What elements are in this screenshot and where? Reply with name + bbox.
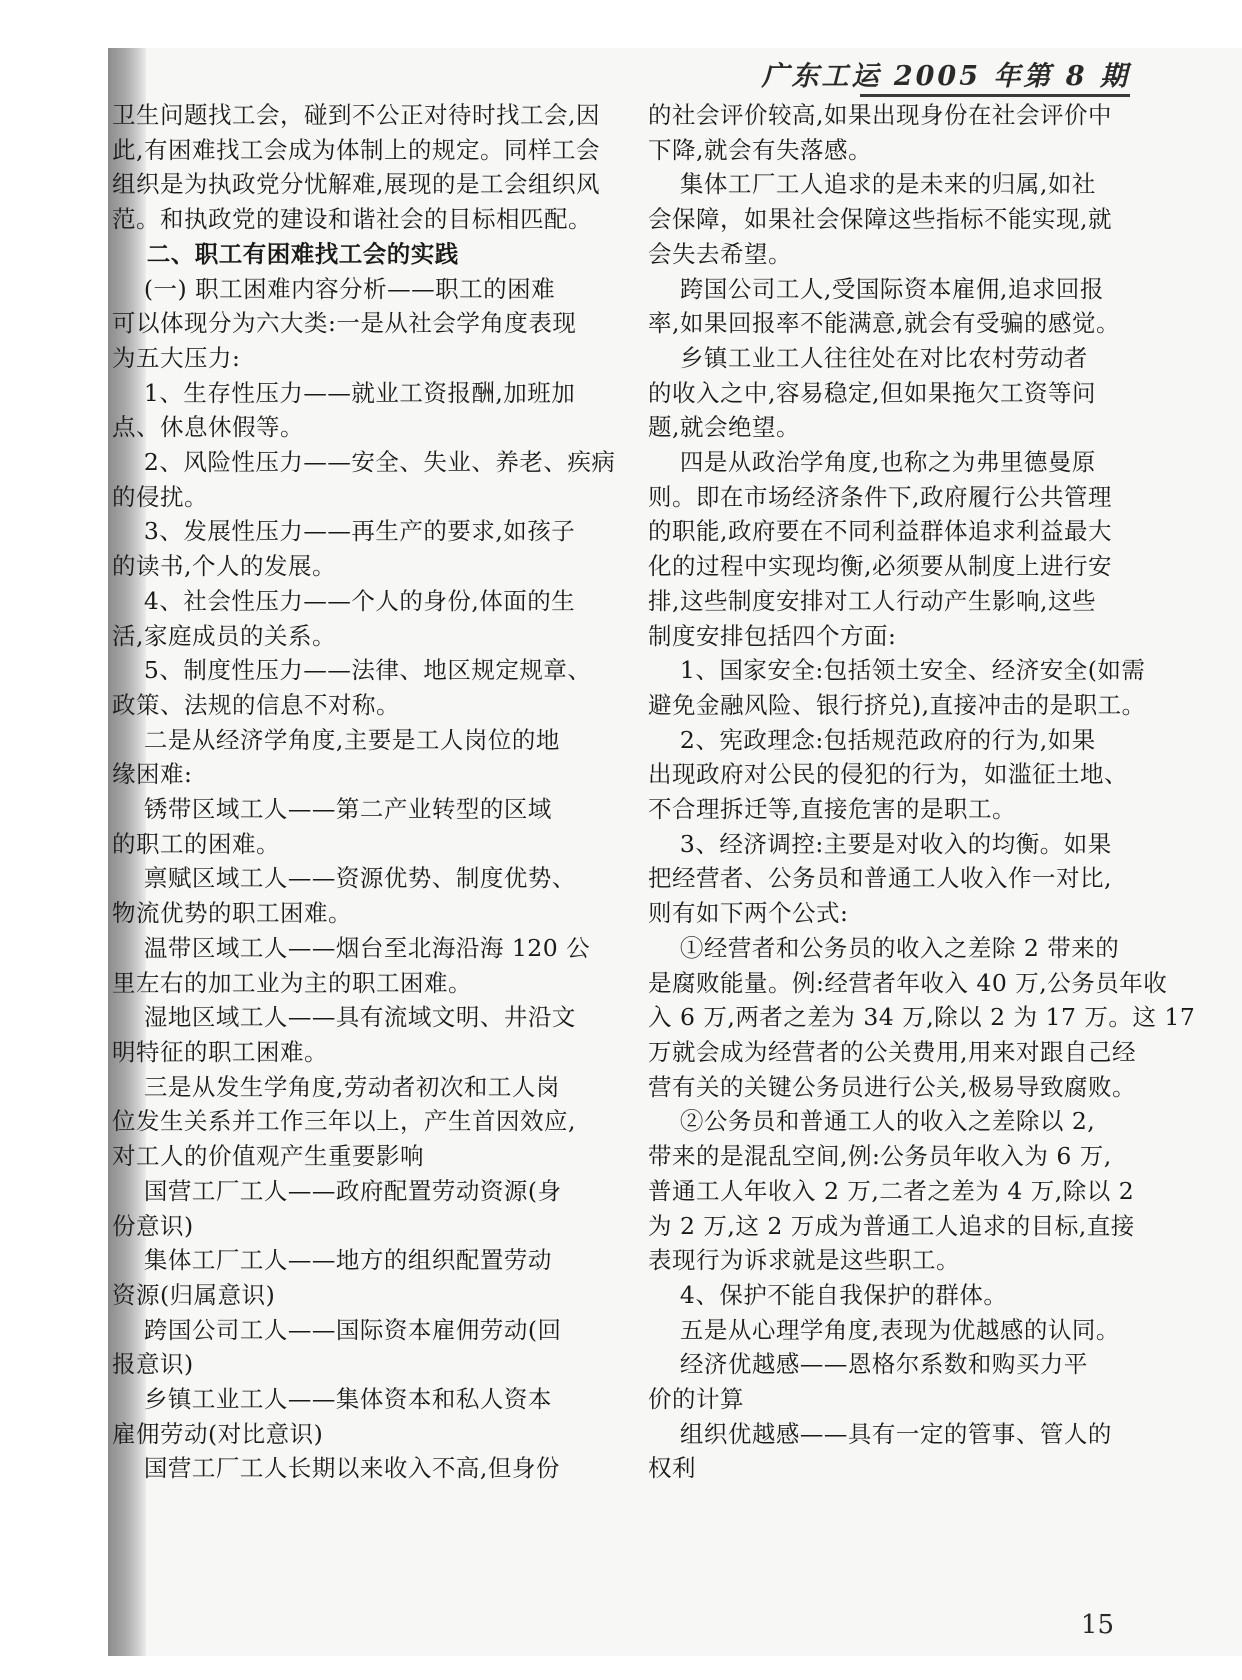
text-line: 明特征的职工困难。 — [112, 1037, 328, 1066]
text-line: ②公务员和普通工人的收入之差除以 2, — [648, 1107, 1096, 1136]
text-line: 避免金融风险、银行挤兑),直接冲击的是职工。 — [648, 690, 1146, 719]
header-rule — [860, 94, 1130, 97]
text-line: 5、制度性压力——法律、地区规定规章、 — [112, 656, 592, 685]
text-line: 集体工厂工人——地方的组织配置劳动 — [112, 1246, 552, 1275]
running-header: 广东工运 2005 年第 8 期 — [761, 61, 1130, 92]
text-line: 物流优势的职工困难。 — [112, 899, 352, 928]
text-line: 出现政府对公民的侵犯的行为，如滥征土地、 — [648, 760, 1128, 789]
text-line: 则有如下两个公式: — [648, 899, 849, 928]
text-line: 万就会成为经营者的公关费用,用来对跟自己经 — [648, 1037, 1136, 1066]
text-line: 不合理拆迁等,直接危害的是职工。 — [648, 795, 1016, 824]
text-line: 题,就会绝望。 — [648, 413, 800, 442]
text-line: 湿地区域工人——具有流域文明、井沿文 — [112, 1003, 576, 1032]
text-line: 活,家庭成员的关系。 — [112, 621, 336, 650]
page-number: 15 — [1080, 1610, 1114, 1640]
text-line: ①经营者和公务员的收入之差除 2 带来的 — [648, 933, 1120, 962]
text-line: 4、社会性压力——个人的身份,体面的生 — [112, 586, 576, 615]
text-line: 的职工的困难。 — [112, 829, 280, 858]
text-line: 禀赋区域工人——资源优势、制度优势、 — [112, 864, 576, 893]
text-line: 可以体现分为六大类:一是从社会学角度表现 — [112, 309, 577, 338]
text-line: 雇佣劳动(对比意识) — [112, 1419, 324, 1448]
text-line: 缘困难: — [112, 760, 193, 789]
left-text-column — [112, 98, 616, 1486]
text-line: (一) 职工困难内容分析——职工的困难 — [112, 274, 556, 303]
text-line: 普通工人年收入 2 万,二者之差为 4 万,除以 2 — [648, 1176, 1135, 1205]
text-line: 三是从发生学角度,劳动者初次和工人岗 — [112, 1072, 560, 1101]
text-line: 价的计算 — [648, 1385, 744, 1414]
text-line: 范。和执政党的建设和谐社会的目标相匹配。 — [112, 205, 592, 234]
text-line: 排,这些制度安排对工人行动产生影响,这些 — [648, 586, 1096, 615]
text-line: 国营工厂工人——政府配置劳动资源(身 — [112, 1176, 562, 1205]
text-line: 对工人的价值观产生重要影响 — [112, 1142, 424, 1171]
text-line: 经济优越感——恩格尔系数和购买力平 — [648, 1350, 1088, 1379]
text-line: 会失去希望。 — [648, 239, 792, 268]
text-line: 带来的是混乱空间,例:公务员年收入为 6 万, — [648, 1142, 1112, 1171]
text-line: 2、风险性压力——安全、失业、养老、疾病 — [112, 448, 616, 477]
text-line: 率,如果回报率不能满意,就会有受骗的感觉。 — [648, 309, 1120, 338]
text-line: 为五大压力: — [112, 343, 241, 372]
text-line: 位发生关系并工作三年以上，产生首因效应, — [112, 1107, 576, 1136]
text-line: 乡镇工业工人往往处在对比农村劳动者 — [648, 343, 1088, 372]
text-line: 国营工厂工人长期以来收入不高,但身份 — [112, 1454, 560, 1483]
text-line: 则。即在市场经济条件下,政府履行公共管理 — [648, 482, 1112, 511]
text-line: 二、职工有困难找工会的实践 — [112, 239, 459, 268]
text-line: 报意识) — [112, 1350, 194, 1379]
text-line: 的社会评价较高,如果出现身份在社会评价中 — [648, 101, 1112, 129]
text-line: 制度安排包括四个方面: — [648, 621, 897, 650]
text-line: 会保障，如果社会保障这些指标不能实现,就 — [648, 205, 1112, 234]
text-line: 温带区域工人——烟台至北海沿海 120 公 — [112, 933, 591, 962]
text-line: 五是从心理学角度,表现为优越感的认同。 — [648, 1315, 1120, 1344]
text-line: 1、生存性压力——就业工资报酬,加班加 — [112, 378, 576, 407]
text-line: 营有关的关键公务员进行公关,极易导致腐败。 — [648, 1072, 1136, 1101]
text-line: 二是从经济学角度,主要是工人岗位的地 — [112, 725, 560, 754]
text-line: 把经营者、公务员和普通工人收入作一对比, — [648, 864, 1112, 893]
text-line: 此,有困难找工会成为体制上的规定。同样工会 — [112, 135, 600, 164]
text-line: 入 6 万,两者之差为 34 万,除以 2 为 17 万。这 17 — [648, 1003, 1196, 1032]
text-line: 跨国公司工人——国际资本雇佣劳动(回 — [112, 1315, 562, 1344]
text-line: 2、宪政理念:包括规范政府的行为,如果 — [648, 725, 1096, 754]
text-line: 1、国家安全:包括领土安全、经济安全(如需 — [648, 656, 1146, 685]
text-line: 是腐败能量。例:经营者年收入 40 万,公务员年收 — [648, 968, 1168, 997]
text-line: 的职能,政府要在不同利益群体追求利益最大 — [648, 517, 1112, 546]
text-line: 组织是为执政党分忧解难,展现的是工会组织风 — [112, 170, 600, 199]
text-line: 3、发展性压力——再生产的要求,如孩子 — [112, 517, 576, 546]
text-line: 里左右的加工业为主的职工困难。 — [112, 968, 472, 997]
text-line: 权利 — [648, 1454, 696, 1483]
text-line: 乡镇工业工人——集体资本和私人资本 — [112, 1385, 552, 1414]
text-line: 跨国公司工人,受国际资本雇佣,追求回报 — [648, 274, 1104, 303]
text-line: 的读书,个人的发展。 — [112, 552, 336, 581]
right-text-column — [648, 98, 1196, 1486]
text-line: 为 2 万,这 2 万成为普通工人追求的目标,直接 — [648, 1211, 1135, 1240]
text-line: 的侵扰。 — [112, 482, 208, 511]
text-line: 政策、法规的信息不对称。 — [112, 690, 400, 719]
text-line: 4、保护不能自我保护的群体。 — [648, 1280, 1008, 1309]
text-line: 3、经济调控:主要是对收入的均衡。如果 — [648, 829, 1112, 858]
text-line: 下降,就会有失落感。 — [648, 135, 872, 164]
text-line: 的收入之中,容易稳定,但如果拖欠工资等问 — [648, 378, 1096, 407]
text-line: 表现行为诉求就是这些职工。 — [648, 1246, 960, 1275]
text-line: 资源(归属意识) — [112, 1280, 276, 1309]
text-line: 份意识) — [112, 1211, 194, 1240]
text-line: 锈带区域工人——第二产业转型的区域 — [112, 795, 552, 824]
text-line: 点、休息休假等。 — [112, 413, 304, 442]
text-line: 集体工厂工人追求的是未来的归属,如社 — [648, 170, 1096, 199]
text-line: 卫生问题找工会，碰到不公正对待时找工会,因 — [112, 101, 600, 129]
text-line: 化的过程中实现均衡,必须要从制度上进行安 — [648, 552, 1112, 581]
text-line: 四是从政治学角度,也称之为弗里德曼原 — [648, 448, 1096, 477]
text-line: 组织优越感——具有一定的管事、管人的 — [648, 1419, 1112, 1448]
